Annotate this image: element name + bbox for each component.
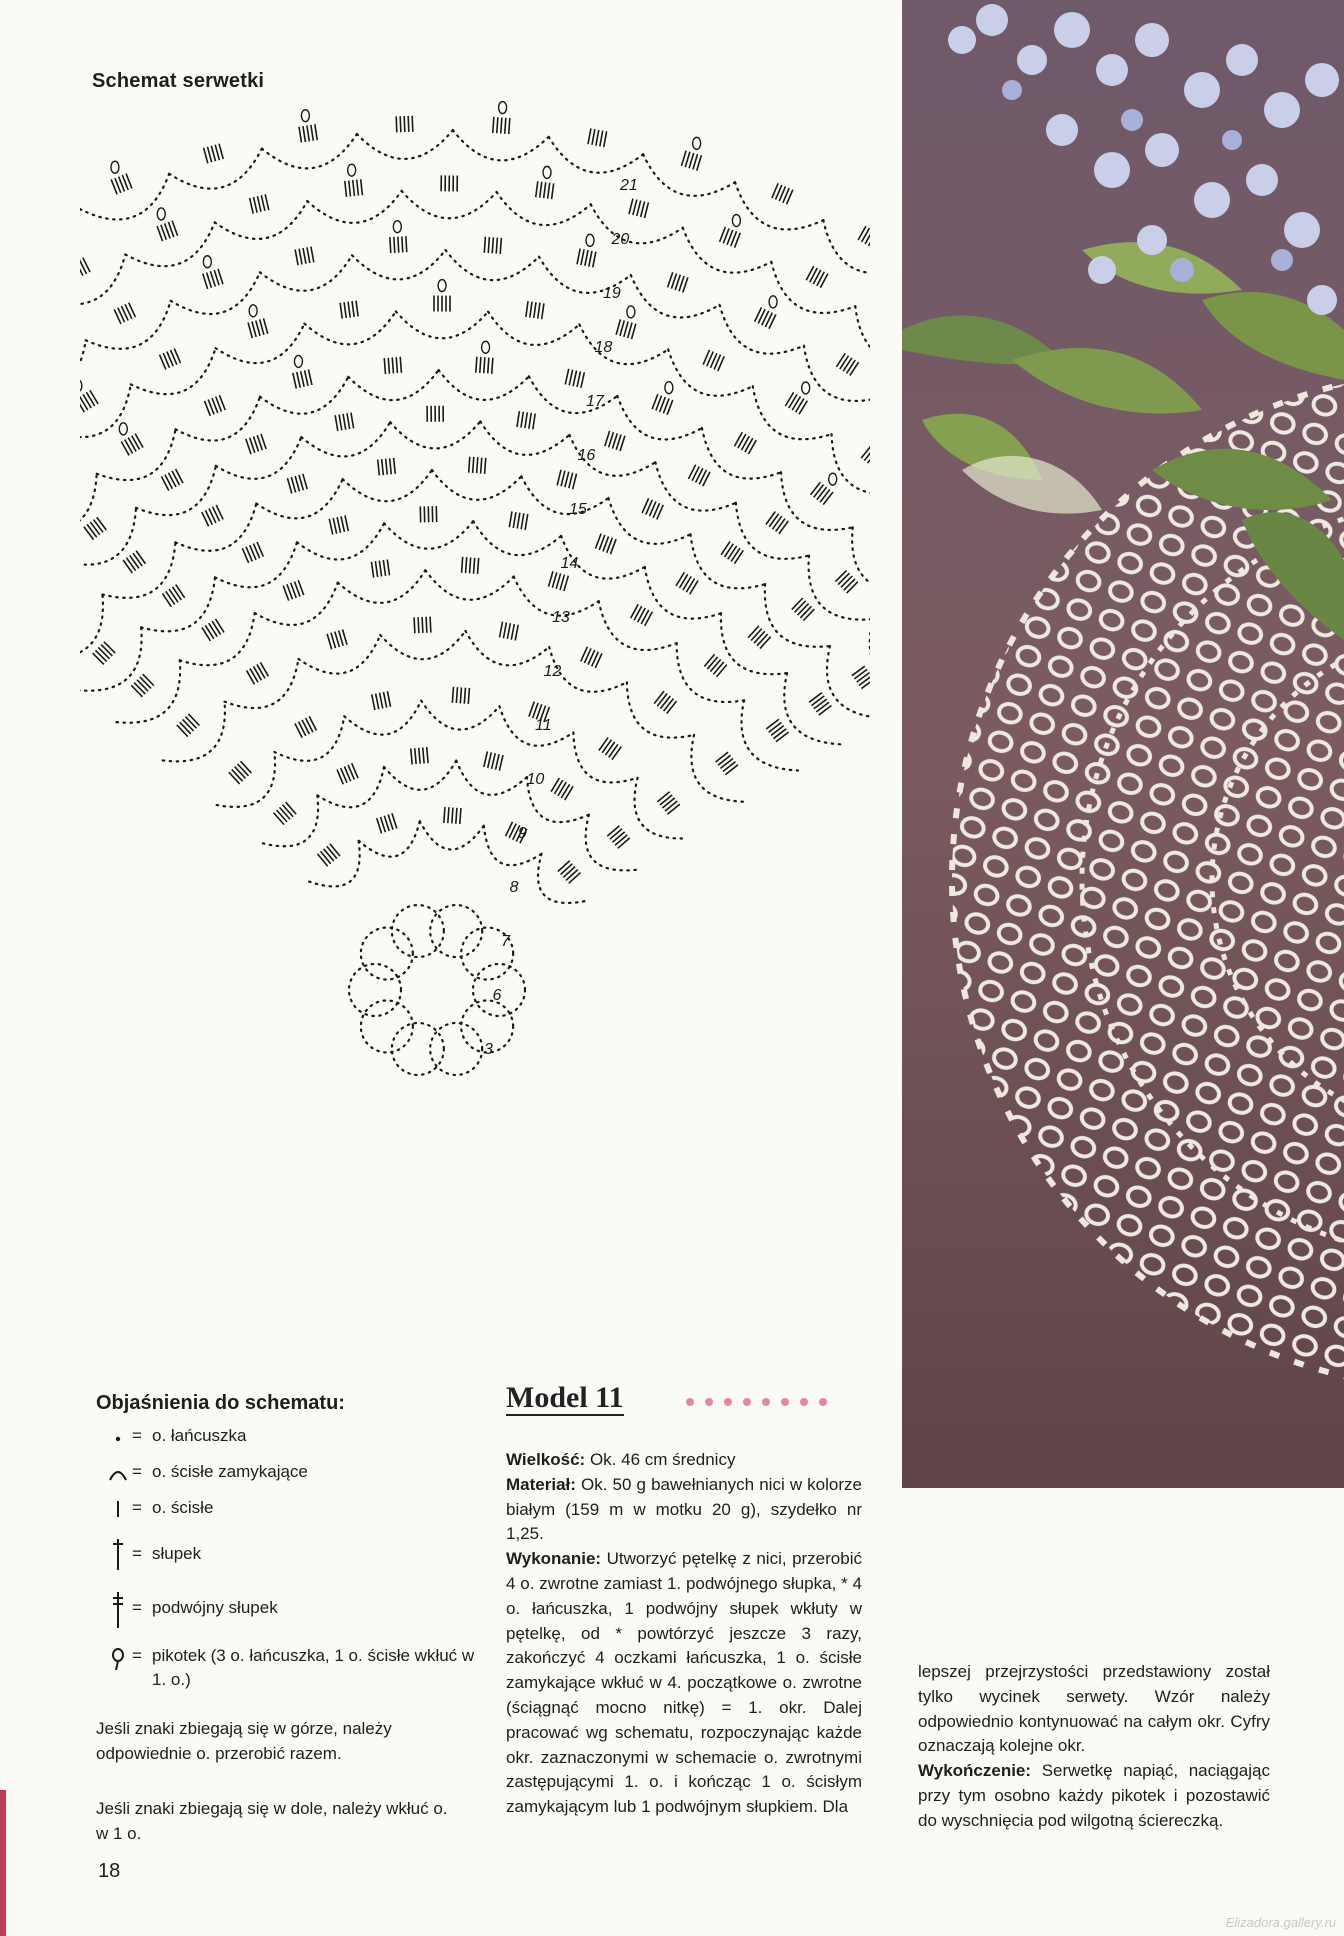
material-paragraph: Materiał: Ok. 50 g bawełnianych nici w kolorze białym (159 m w motku 20 g), szydełko nr 1,25.: [506, 1474, 862, 1544]
chain-dot-icon: [104, 1424, 132, 1448]
row-number-label: 6: [492, 987, 502, 1004]
row-number-label: 12: [543, 663, 562, 680]
stitch-clusters: [80, 116, 870, 884]
row-number-label: 14: [560, 555, 579, 572]
dot: [724, 1398, 732, 1406]
schema-title: Schemat serwetki: [92, 70, 265, 92]
dot: [762, 1398, 770, 1406]
row-number-label: 10: [526, 771, 545, 788]
double-crochet-icon: [104, 1536, 132, 1572]
decorative-dots: [686, 1398, 827, 1406]
crochet-chart: [80, 80, 870, 1280]
dot: [781, 1398, 789, 1406]
row-number-label: 3: [484, 1041, 493, 1058]
row-number-label: 7: [501, 933, 510, 950]
legend-title: Objaśnienia do schematu:: [96, 1392, 345, 1414]
row-number-label: 20: [611, 231, 630, 248]
work-continued-paragraph: lepszej przejrzystości przedstawiony został tylko wycinek serwety. Wzór należy odpowiednio kontynuować na całym okr. Cyfry oznaczają kolejne okr.: [918, 1662, 1270, 1756]
legend-item-double-crochet: = słupek: [104, 1536, 484, 1590]
treble-crochet-icon: [104, 1590, 132, 1630]
dot: [686, 1398, 694, 1406]
single-crochet-bar-icon: [104, 1496, 132, 1520]
picot-icon: [104, 1644, 132, 1672]
legend-item-chain: = o. łańcuszka: [104, 1424, 484, 1460]
row-number-label: 15: [569, 501, 587, 518]
finish-paragraph: Wykończenie: Serwetkę napiąć, naciągając przy tym osobno każdy pikotek i pozostawić do wyschnięcia pod wilgotną ściereczką.: [918, 1761, 1270, 1830]
row-number-label: 13: [552, 609, 570, 626]
legend-item-picot: = pikotek (3 o. łańcuszka, 1 o. ścisłe wkłuć w 1. o.): [104, 1644, 484, 1704]
row-number-label: 18: [594, 339, 613, 356]
row-number-label: 9: [518, 825, 527, 842]
size-paragraph: Wielkość: Ok. 46 cm średnicy: [506, 1450, 736, 1469]
row-number-label: 11: [535, 717, 552, 734]
instructions-column-2: [918, 1660, 1270, 1834]
picots: [80, 102, 870, 620]
row-number-label: 16: [577, 447, 596, 464]
legend-item-slip-stitch: = o. ścisłe zamykające: [104, 1460, 484, 1496]
instructions-column-1: [506, 1448, 862, 1820]
row-number-label: 17: [586, 393, 604, 410]
row-number-label: 21: [620, 177, 638, 194]
legend-list: [104, 1424, 484, 1704]
legend-note-top: Jeśli znaki zbiegają się w górze, należy odpowiednie o. przerobić razem.: [96, 1719, 392, 1763]
row-number-label: 19: [603, 285, 621, 302]
dot: [800, 1398, 808, 1406]
dot: [705, 1398, 713, 1406]
dot: [743, 1398, 751, 1406]
slip-stitch-arc-icon: [104, 1460, 132, 1484]
work-paragraph: Wykonanie: Utworzyć pętelkę z nici, przerobić 4 o. zwrotne zamiast 1. podwójnego słupka, * 4 o. łańcuszka, 1 podwójny słupek wkłuty w pętelkę, od * powtórzyć jeszcze 3 razy, zakończyć 4 oczkami łańcuszka, 1 o. ścisłe zamykające wkłuć w 4. początkowe o. zwrotne (ściągnąć mocno nitkę) = 1. okr. Dalej pracować wg schematu, rozpoczynając każde okr. zaznaczonymi w schemacie o. zwrotnymi zastępującymi 1. o. i kończąc 1 o. ścisłym zamykającym lub 1 podwójnym słupkiem. Dla: [506, 1549, 862, 1817]
dot: [819, 1398, 827, 1406]
watermark: Elizadora.gallery.ru: [1225, 1915, 1336, 1930]
legend-item-single-crochet: = o. ścisłe: [104, 1496, 484, 1536]
chain-loops: [80, 130, 870, 1075]
doily-photo: [902, 0, 1344, 1488]
legend-item-treble-crochet: = podwójny słupek: [104, 1590, 484, 1644]
legend-note-bottom: Jeśli znaki zbiegają się w dole, należy wkłuć o. w 1 o.: [96, 1799, 448, 1843]
page-binding-edge: [0, 1790, 6, 1936]
row-number-label: 8: [509, 879, 519, 896]
model-title: Model 11: [506, 1381, 624, 1414]
page-number: 18: [98, 1860, 121, 1882]
